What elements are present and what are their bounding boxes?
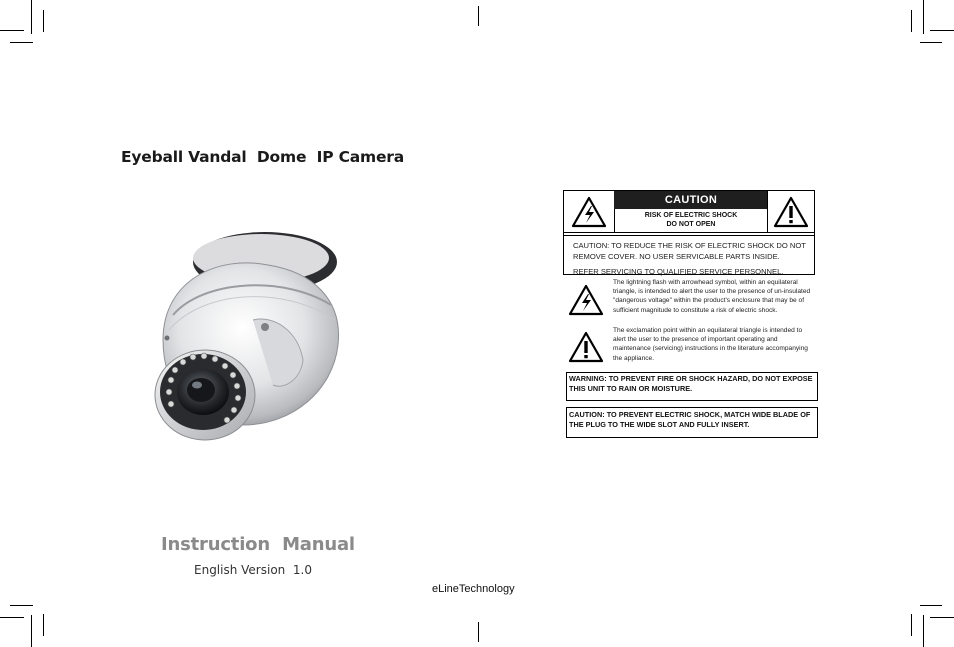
exclamation-triangle-icon — [568, 331, 604, 363]
exclamation-triangle-icon — [767, 191, 814, 232]
version-label: English Version 1.0 — [194, 563, 312, 577]
exclamation-text: The exclamation point within an equilateral triangle is intended to alert the user to the presence of important operating and maintenance (servicing) instructions in the literature accompanying the appliance. — [613, 327, 808, 362]
caution-header — [614, 191, 768, 232]
brand-name: eLineTechnology — [432, 583, 515, 595]
caution-label — [563, 190, 815, 275]
exclamation-explanation — [566, 326, 816, 366]
caution-text-line: REMOVE COVER. NO USER SERVICABLE PARTS INSIDE. — [573, 252, 780, 261]
caution-text-line: REFER SERVICING TO QUALIFIED SERVICE PERSONNEL. — [573, 267, 784, 276]
plug-caution-box: CAUTION: TO PREVENT ELECTRIC SHOCK, MATCH WIDE BLADE OF THE PLUG TO THE WIDE SLOT AND FULLY INSERT. — [566, 407, 818, 438]
lightning-triangle-icon — [564, 191, 615, 232]
dome-camera-image — [133, 220, 363, 450]
caution-subline: RISK OF ELECTRIC SHOCK — [644, 212, 738, 219]
caution-heading: CAUTION — [614, 191, 768, 209]
manual-title: Instruction Manual — [161, 534, 355, 555]
caution-text — [573, 240, 813, 277]
divider — [564, 232, 814, 236]
warning-box: WARNING: TO PREVENT FIRE OR SHOCK HAZARD, DO NOT EXPOSE THIS UNIT TO RAIN OR MOISTURE. — [566, 372, 818, 401]
caution-text-line: CAUTION: TO REDUCE THE RISK OF ELECTRIC SHOCK DO NOT — [573, 241, 806, 250]
lightning-explanation — [566, 278, 816, 326]
lightning-text: The lightning flash with arrowhead symbol, within an equilateral triangle, is intended to alert the user to the presence of un-insulated "dangerous voltage" within the product's enclosure that may be of sufficient magnitude to constitute a risk of electric shock. — [613, 279, 811, 314]
caution-subline: DO NOT OPEN — [666, 221, 716, 228]
product-title: Eyeball Vandal Dome IP Camera — [121, 148, 404, 166]
lightning-triangle-icon — [568, 284, 604, 316]
